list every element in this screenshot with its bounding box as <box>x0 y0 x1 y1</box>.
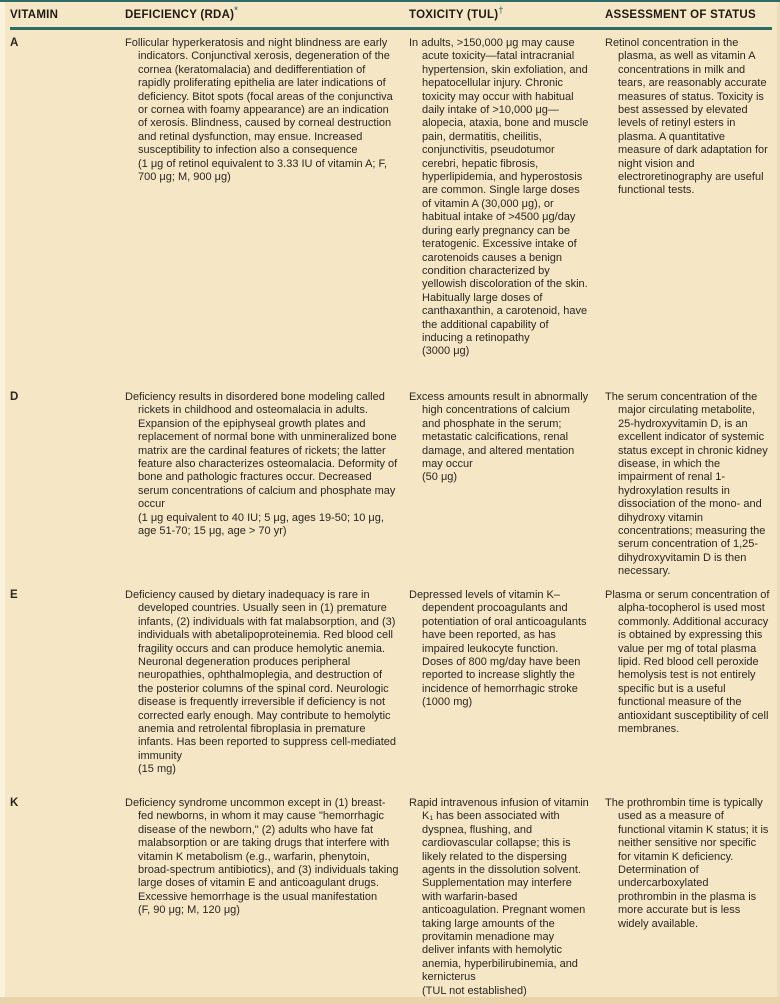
deficiency-cell <box>125 797 409 998</box>
toxicity-text: In adults, >150,000 μg may cause acute toxicity—fatal intracranial hypertension, skin exfoliation, and hepatocellular injury. Chronic toxicity may occur with habitual daily intake of >10,000 μg—alopecia, ataxia, bone and muscle pain, dermatitis, cheilitis, conjunctivitis, pseudotumor cerebri, hepatic fibrosis, hyperlipidemia, and hyperostosis are common. Single large doses of vitamin A (30,000 μg), or habitual intake of >4500 μg/day during early pregnancy can be teratogenic. Excessive intake of carotenoids causes a benign condition characterized by yellowish discoloration of the skin. Habitually large doses of canthaxanthin, a carotenoid, have the additional capability of inducing a retinopathy <box>409 37 589 344</box>
col-header-deficiency <box>125 5 409 21</box>
toxicity-text: Excess amounts result in abnormally high concentrations of calcium and phosphate in the serum; metastatic calcifications, renal damage, and altered mentation may occur <box>409 391 589 471</box>
toxicity-cell <box>409 37 605 382</box>
table-row-vitamin-a <box>10 37 772 382</box>
vitamin-cell: K <box>10 797 19 809</box>
toxicity-text: Depressed levels of vitamin K–dependent procoagulants and potentiation of oral anticoagulants have been reported, as has impaired leukocyte function. Doses of 800 mg/day have been reported to increase slightly the incidence of hemorrhagic stroke <box>409 589 587 695</box>
vitamin-cell: E <box>10 589 18 601</box>
table-row-vitamin-d <box>10 391 772 580</box>
footnote-asterisk: * <box>234 5 238 16</box>
table-row-vitamin-e <box>10 589 772 788</box>
toxicity-note: (50 μg) <box>422 471 458 484</box>
assessment-cell <box>605 589 772 788</box>
col-header-toxicity-label: TOXICITY (TUL) <box>409 9 499 21</box>
assessment-text: The prothrombin time is typically used as a measure of functional vitamin K status; it is neither sensitive nor specific for vitamin K deficiency. Determination of undercarboxylated prothrombin in the plasma is more accurate but is less widely available. <box>605 797 769 930</box>
toxicity-cell <box>409 797 605 998</box>
toxicity-note: (TUL not established) <box>422 984 527 997</box>
assessment-cell <box>605 391 772 580</box>
col-header-vitamin <box>10 9 125 21</box>
col-header-deficiency-label: DEFICIENCY (RDA) <box>125 9 235 21</box>
deficiency-cell <box>125 391 409 580</box>
table-header <box>10 2 772 30</box>
vitamin-table <box>0 2 780 998</box>
deficiency-note: (1 μg of retinol equivalent to 3.33 IU of vitamin A; F, 700 μg; M, 900 μg) <box>138 157 388 184</box>
deficiency-text: Deficiency caused by dietary inadequacy is rare in developed countries. Usually seen in (1) premature infants, (2) individuals with fat malabsorption, and (3) individuals with abetalipoproteinemia. Red blood cell fragility occurs and can produce hemolytic anemia. Neuronal degeneration produces peripheral neuropathies, ophthalmoplegia, and destruction of the posterior columns of the spinal cord. Neurologic disease is frequently irreversible if deficiency is not corrected early enough. May contribute to hemolytic anemia and retrolental fibroplasia in premature infants. Has been reported to suppress cell-mediated immunity <box>125 589 397 762</box>
vitamin-cell: A <box>10 37 19 49</box>
deficiency-note: (F, 90 μg; M, 120 μg) <box>138 904 240 917</box>
deficiency-cell <box>125 37 409 382</box>
col-header-toxicity <box>409 5 605 21</box>
toxicity-text: Rapid intravenous infusion of vitamin K₁ has been associated with dyspnea, flushing, and cardiovascular collapse; this is likely related to the dispersing agents in the dissolution solvent. Supplementation may interfere with warfarin-based anticoagulation. Pregnant women taking large amounts of the provitamin menadione may deliver infants with hemolytic anemia, hyperbilirubinemia, and kernicterus <box>409 797 589 984</box>
vitamin-cell: D <box>10 391 19 403</box>
col-header-assessment <box>605 9 772 21</box>
deficiency-note: (1 μg equivalent to 40 IU; 5 μg, ages 19-50; 10 μg, age 51-70; 15 μg, age > 70 yr) <box>138 511 384 538</box>
col-header-assessment-label: ASSESSMENT OF STATUS <box>605 9 756 21</box>
toxicity-cell <box>409 391 605 580</box>
col-header-vitamin-label: VITAMIN <box>10 9 59 21</box>
assessment-text: The serum concentration of the major circulating metabolite, 25-hydroxyvitamin D, is an excellent indicator of systemic status except in chronic kidney disease, in which the impairment of renal 1-hydroxylation results in dissociation of the mono- and dihydroxy vitamin concentrations; measuring the serum concentration of 1,25-dihydroxyvitamin D is then necessary. <box>605 391 768 578</box>
table-row-vitamin-k <box>10 797 772 998</box>
table-body <box>10 30 772 998</box>
deficiency-text: Deficiency results in disordered bone modeling called rickets in childhood and osteomalacia in adults. Expansion of the epiphyseal growth plates and replacement of normal bone with unmineralized bone matrix are the cardinal features of rickets; the latter feature also characterizes osteomalacia. Deformity of bone and pathologic fractures occur. Decreased serum concentrations of calcium and phosphate may occur <box>125 391 398 511</box>
deficiency-text: Deficiency syndrome uncommon except in (1) breast-fed newborns, in whom it may cause "hemorrhagic disease of the newborn," (2) adults who have fat malabsorption or are taking drugs that interfere with vitamin K metabolism (e.g., warfarin, phenytoin, broad-spectrum antibiotics), and (3) individuals taking large doses of vitamin E and anticoagulant drugs. Excessive hemorrhage is the usual manifestation <box>125 797 399 903</box>
assessment-text: Plasma or serum concentration of alpha-tocopherol is used most commonly. Additional accuracy is obtained by expressing this value per mg of total plasma lipid. Red blood cell peroxide hemolysis test is not entirely specific but is a useful functional measure of the antioxidant susceptibility of cell membranes. <box>605 589 770 736</box>
assessment-cell <box>605 797 772 998</box>
deficiency-cell <box>125 589 409 788</box>
toxicity-note: (1000 mg) <box>422 696 473 709</box>
footnote-dagger: † <box>498 5 504 16</box>
toxicity-note: (3000 μg) <box>422 345 470 358</box>
deficiency-text: Follicular hyperkeratosis and night blindness are early indicators. Conjunctival xerosis, degeneration of the cornea (keratomalacia) and dedifferentiation of rapidly proliferating epithelia are later indications of deficiency. Bitot spots (focal areas of the conjunctiva or cornea with foamy appearance) are an indication of xerosis. Blindness, caused by corneal destruction and retinal dysfunction, may ensue. Increased susceptibility to infection also a consequence <box>125 37 393 157</box>
assessment-text: Retinol concentration in the plasma, as well as vitamin A concentrations in milk and tears, are reasonably accurate measures of status. Toxicity is best assessed by elevated levels of retinyl esters in plasma. A quantitative measure of dark adaptation for night vision and electroretinography are useful functional tests. <box>605 37 768 197</box>
toxicity-cell <box>409 589 605 788</box>
assessment-cell <box>605 37 772 382</box>
deficiency-note: (15 mg) <box>138 763 176 776</box>
